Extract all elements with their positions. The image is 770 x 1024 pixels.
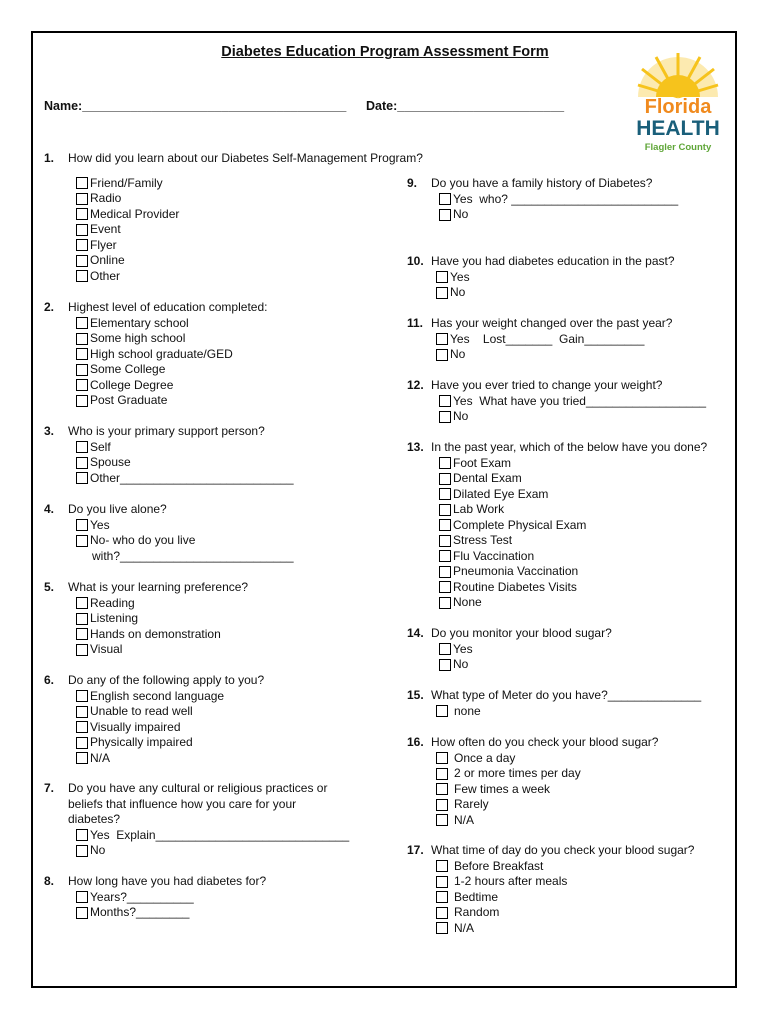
question-13: 13. In the past year, which of the below have you done? Foot Exam Dental Exam Dilated Eye Exam Lab Work Complete Physical Exam Stress Test Flu Vaccination Pneumonia Vaccination Routine Diabetes Visits None [407, 440, 737, 611]
checkbox[interactable] [76, 829, 88, 841]
question-7: 7. Do you have any cultural or religious practices or beliefs that influence how you care for your diabetes? Yes Explain_____________________________ No [44, 781, 384, 859]
option-yes[interactable]: Yes [436, 270, 727, 286]
option-lab-work[interactable]: Lab Work [439, 502, 737, 518]
option-years[interactable]: Years?__________ [76, 890, 384, 906]
option-dilated-eye-exam[interactable]: Dilated Eye Exam [439, 487, 737, 503]
question-8: 8. How long have you had diabetes for? Years?__________ Months?________ [44, 874, 384, 921]
option-na[interactable]: N/A [436, 921, 727, 937]
option-none[interactable]: None [439, 595, 737, 611]
date-label: Date:________________________ [366, 99, 565, 113]
checkbox[interactable] [76, 333, 88, 345]
checkbox[interactable] [76, 907, 88, 919]
option-listening[interactable]: Listening [76, 611, 384, 627]
checkbox[interactable] [436, 783, 448, 795]
form-title: Diabetes Education Program Assessment Form [221, 44, 549, 60]
checkbox[interactable] [436, 907, 448, 919]
option-spouse[interactable]: Spouse [76, 455, 384, 471]
option-no[interactable]: No [439, 409, 727, 425]
question-6: 6. Do any of the following apply to you? English second language Unable to read well Visually impaired Physically impaired N/A [44, 673, 384, 766]
checkbox[interactable] [76, 208, 88, 220]
option-no[interactable]: No [439, 207, 727, 223]
checkbox[interactable] [76, 628, 88, 640]
question-10: 10. Have you had diabetes education in the past? Yes No [407, 254, 727, 301]
checkbox[interactable] [436, 799, 448, 811]
checkbox[interactable] [439, 566, 451, 578]
checkbox[interactable] [76, 690, 88, 702]
checkbox[interactable] [76, 891, 88, 903]
option-2-or-more[interactable]: 2 or more times per day [436, 766, 727, 782]
name-label: Name:______________________________________ [44, 99, 347, 113]
checkbox[interactable] [76, 457, 88, 469]
checkbox[interactable] [76, 613, 88, 625]
option-visual[interactable]: Visual [76, 642, 384, 658]
option-post-graduate[interactable]: Post Graduate [76, 393, 384, 409]
svg-text:Flagler County: Flagler County [644, 142, 712, 153]
option-hands-on[interactable]: Hands on demonstration [76, 627, 384, 643]
option-no[interactable]: No [439, 657, 727, 673]
checkbox[interactable] [439, 581, 451, 593]
option-other[interactable]: Other [76, 269, 464, 285]
option-medical-provider[interactable]: Medical Provider [76, 207, 464, 223]
option-yes-lost-gain[interactable]: Yes Lost_______ Gain_________ [436, 332, 727, 348]
checkbox[interactable] [76, 752, 88, 764]
checkbox[interactable] [436, 814, 448, 826]
svg-text:Florida: Florida [644, 96, 712, 118]
option-once-a-day[interactable]: Once a day [436, 751, 727, 767]
option-yes[interactable]: Yes [439, 642, 727, 658]
checkbox[interactable] [76, 706, 88, 718]
checkbox[interactable] [76, 379, 88, 391]
option-before-breakfast[interactable]: Before Breakfast [436, 859, 727, 875]
checkbox[interactable] [436, 287, 448, 299]
checkbox[interactable] [76, 845, 88, 857]
option-no[interactable]: No [436, 347, 727, 363]
checkbox[interactable] [76, 519, 88, 531]
checkbox[interactable] [76, 270, 88, 282]
checkbox[interactable] [76, 348, 88, 360]
option-online[interactable]: Online [76, 253, 464, 269]
checkbox[interactable] [76, 472, 88, 484]
checkbox[interactable] [439, 597, 451, 609]
florida-health-logo [636, 49, 720, 157]
option-esl[interactable]: English second language [76, 689, 384, 705]
checkbox[interactable] [436, 860, 448, 872]
checkbox[interactable] [76, 721, 88, 733]
checkbox[interactable] [436, 768, 448, 780]
svg-text:HEALTH: HEALTH [636, 117, 720, 140]
checkbox[interactable] [436, 349, 448, 361]
checkbox[interactable] [76, 644, 88, 656]
option-unable-read[interactable]: Unable to read well [76, 704, 384, 720]
option-yes-explain[interactable]: Yes Explain_____________________________ [76, 828, 384, 844]
checkbox[interactable] [439, 519, 451, 531]
checkbox[interactable] [439, 193, 451, 205]
option-none[interactable]: none [436, 704, 727, 720]
checkbox[interactable] [439, 550, 451, 562]
checkbox[interactable] [439, 659, 451, 671]
option-few-times-week[interactable]: Few times a week [436, 782, 727, 798]
checkbox[interactable] [76, 737, 88, 749]
option-no[interactable]: No [76, 843, 384, 859]
option-pneumonia-vaccination[interactable]: Pneumonia Vaccination [439, 564, 737, 580]
checkbox[interactable] [439, 535, 451, 547]
checkbox[interactable] [76, 239, 88, 251]
checkbox[interactable] [76, 535, 88, 547]
checkbox[interactable] [76, 255, 88, 267]
option-flu-vaccination[interactable]: Flu Vaccination [439, 549, 737, 565]
option-rarely[interactable]: Rarely [436, 797, 727, 813]
question-12: 12. Have you ever tried to change your weight? Yes What have you tried__________________ No [407, 378, 727, 425]
checkbox[interactable] [439, 457, 451, 469]
checkbox[interactable] [439, 488, 451, 500]
option-no[interactable]: No [436, 285, 727, 301]
option-physically-impaired[interactable]: Physically impaired [76, 735, 384, 751]
option-flyer[interactable]: Flyer [76, 238, 464, 254]
checkbox[interactable] [436, 271, 448, 283]
option-foot-exam[interactable]: Foot Exam [439, 456, 737, 472]
checkbox[interactable] [439, 411, 451, 423]
option-some-high-school[interactable]: Some high school [76, 331, 384, 347]
checkbox[interactable] [76, 395, 88, 407]
option-random[interactable]: Random [436, 905, 727, 921]
option-college-degree[interactable]: College Degree [76, 378, 384, 394]
question-16: 16. How often do you check your blood sugar? Once a day 2 or more times per day Few times a week Rarely N/A [407, 735, 727, 828]
checkbox[interactable] [436, 333, 448, 345]
checkbox[interactable] [439, 473, 451, 485]
option-yes[interactable]: Yes [76, 518, 384, 534]
question-9: 9. Do you have a family history of Diabetes? Yes who? _________________________ No [407, 176, 727, 223]
checkbox[interactable] [436, 752, 448, 764]
option-elementary[interactable]: Elementary school [76, 316, 384, 332]
checkbox[interactable] [439, 504, 451, 516]
checkbox[interactable] [439, 395, 451, 407]
option-no-who[interactable]: No- who do you live [76, 533, 384, 549]
option-dental-exam[interactable]: Dental Exam [439, 471, 737, 487]
option-months[interactable]: Months?________ [76, 905, 384, 921]
option-after-meals[interactable]: 1-2 hours after meals [436, 874, 727, 890]
option-some-college[interactable]: Some College [76, 362, 384, 378]
option-stress-test[interactable]: Stress Test [439, 533, 737, 549]
question-5: 5. What is your learning preference? Reading Listening Hands on demonstration Visual [44, 580, 384, 658]
question-4: 4. Do you live alone? Yes No- who do you live with?__________________________ [44, 502, 384, 564]
question-14: 14. Do you monitor your blood sugar? Yes No [407, 626, 727, 673]
checkbox[interactable] [76, 224, 88, 236]
checkbox[interactable] [436, 922, 448, 934]
option-na[interactable]: N/A [436, 813, 727, 829]
question-17: 17. What time of day do you check your blood sugar? Before Breakfast 1-2 hours after meals Bedtime Random N/A [407, 843, 727, 936]
option-bedtime[interactable]: Bedtime [436, 890, 727, 906]
option-yes-who[interactable]: Yes who? _________________________ [439, 192, 727, 208]
option-friend-family[interactable]: Friend/Family [76, 176, 464, 192]
question-1: 1. How did you learn about our Diabetes Self-Management Program? Friend/Family Radio Medical Provider Event Flyer Online Other [44, 151, 464, 284]
checkbox[interactable] [439, 209, 451, 221]
checkbox[interactable] [76, 193, 88, 205]
question-3: 3. Who is your primary support person? Self Spouse Other__________________________ [44, 424, 384, 486]
checkbox[interactable] [76, 364, 88, 376]
option-radio[interactable]: Radio [76, 191, 464, 207]
option-na[interactable]: N/A [76, 751, 384, 767]
checkbox[interactable] [76, 177, 88, 189]
option-physical-exam[interactable]: Complete Physical Exam [439, 518, 737, 534]
checkbox[interactable] [436, 876, 448, 888]
option-high-school-grad[interactable]: High school graduate/GED [76, 347, 384, 363]
question-15: 15. What type of Meter do you have?______________ none [407, 688, 727, 719]
option-yes-tried[interactable]: Yes What have you tried__________________ [439, 394, 727, 410]
checkbox[interactable] [439, 643, 451, 655]
checkbox[interactable] [436, 705, 448, 717]
question-11: 11. Has your weight changed over the past year? Yes Lost_______ Gain_________ No [407, 316, 727, 363]
option-self[interactable]: Self [76, 440, 384, 456]
checkbox[interactable] [76, 441, 88, 453]
option-reading[interactable]: Reading [76, 596, 384, 612]
question-2: 2. Highest level of education completed: Elementary school Some high school High school graduate/GED Some College College Degree Post Graduate [44, 300, 384, 409]
checkbox[interactable] [76, 597, 88, 609]
option-routine-visits[interactable]: Routine Diabetes Visits [439, 580, 737, 596]
option-event[interactable]: Event [76, 222, 464, 238]
checkbox[interactable] [76, 317, 88, 329]
with-line: with?__________________________ [92, 548, 294, 563]
sun-icon [638, 53, 718, 97]
option-other-support[interactable]: Other__________________________ [76, 471, 384, 487]
option-visually-impaired[interactable]: Visually impaired [76, 720, 384, 736]
checkbox[interactable] [436, 891, 448, 903]
